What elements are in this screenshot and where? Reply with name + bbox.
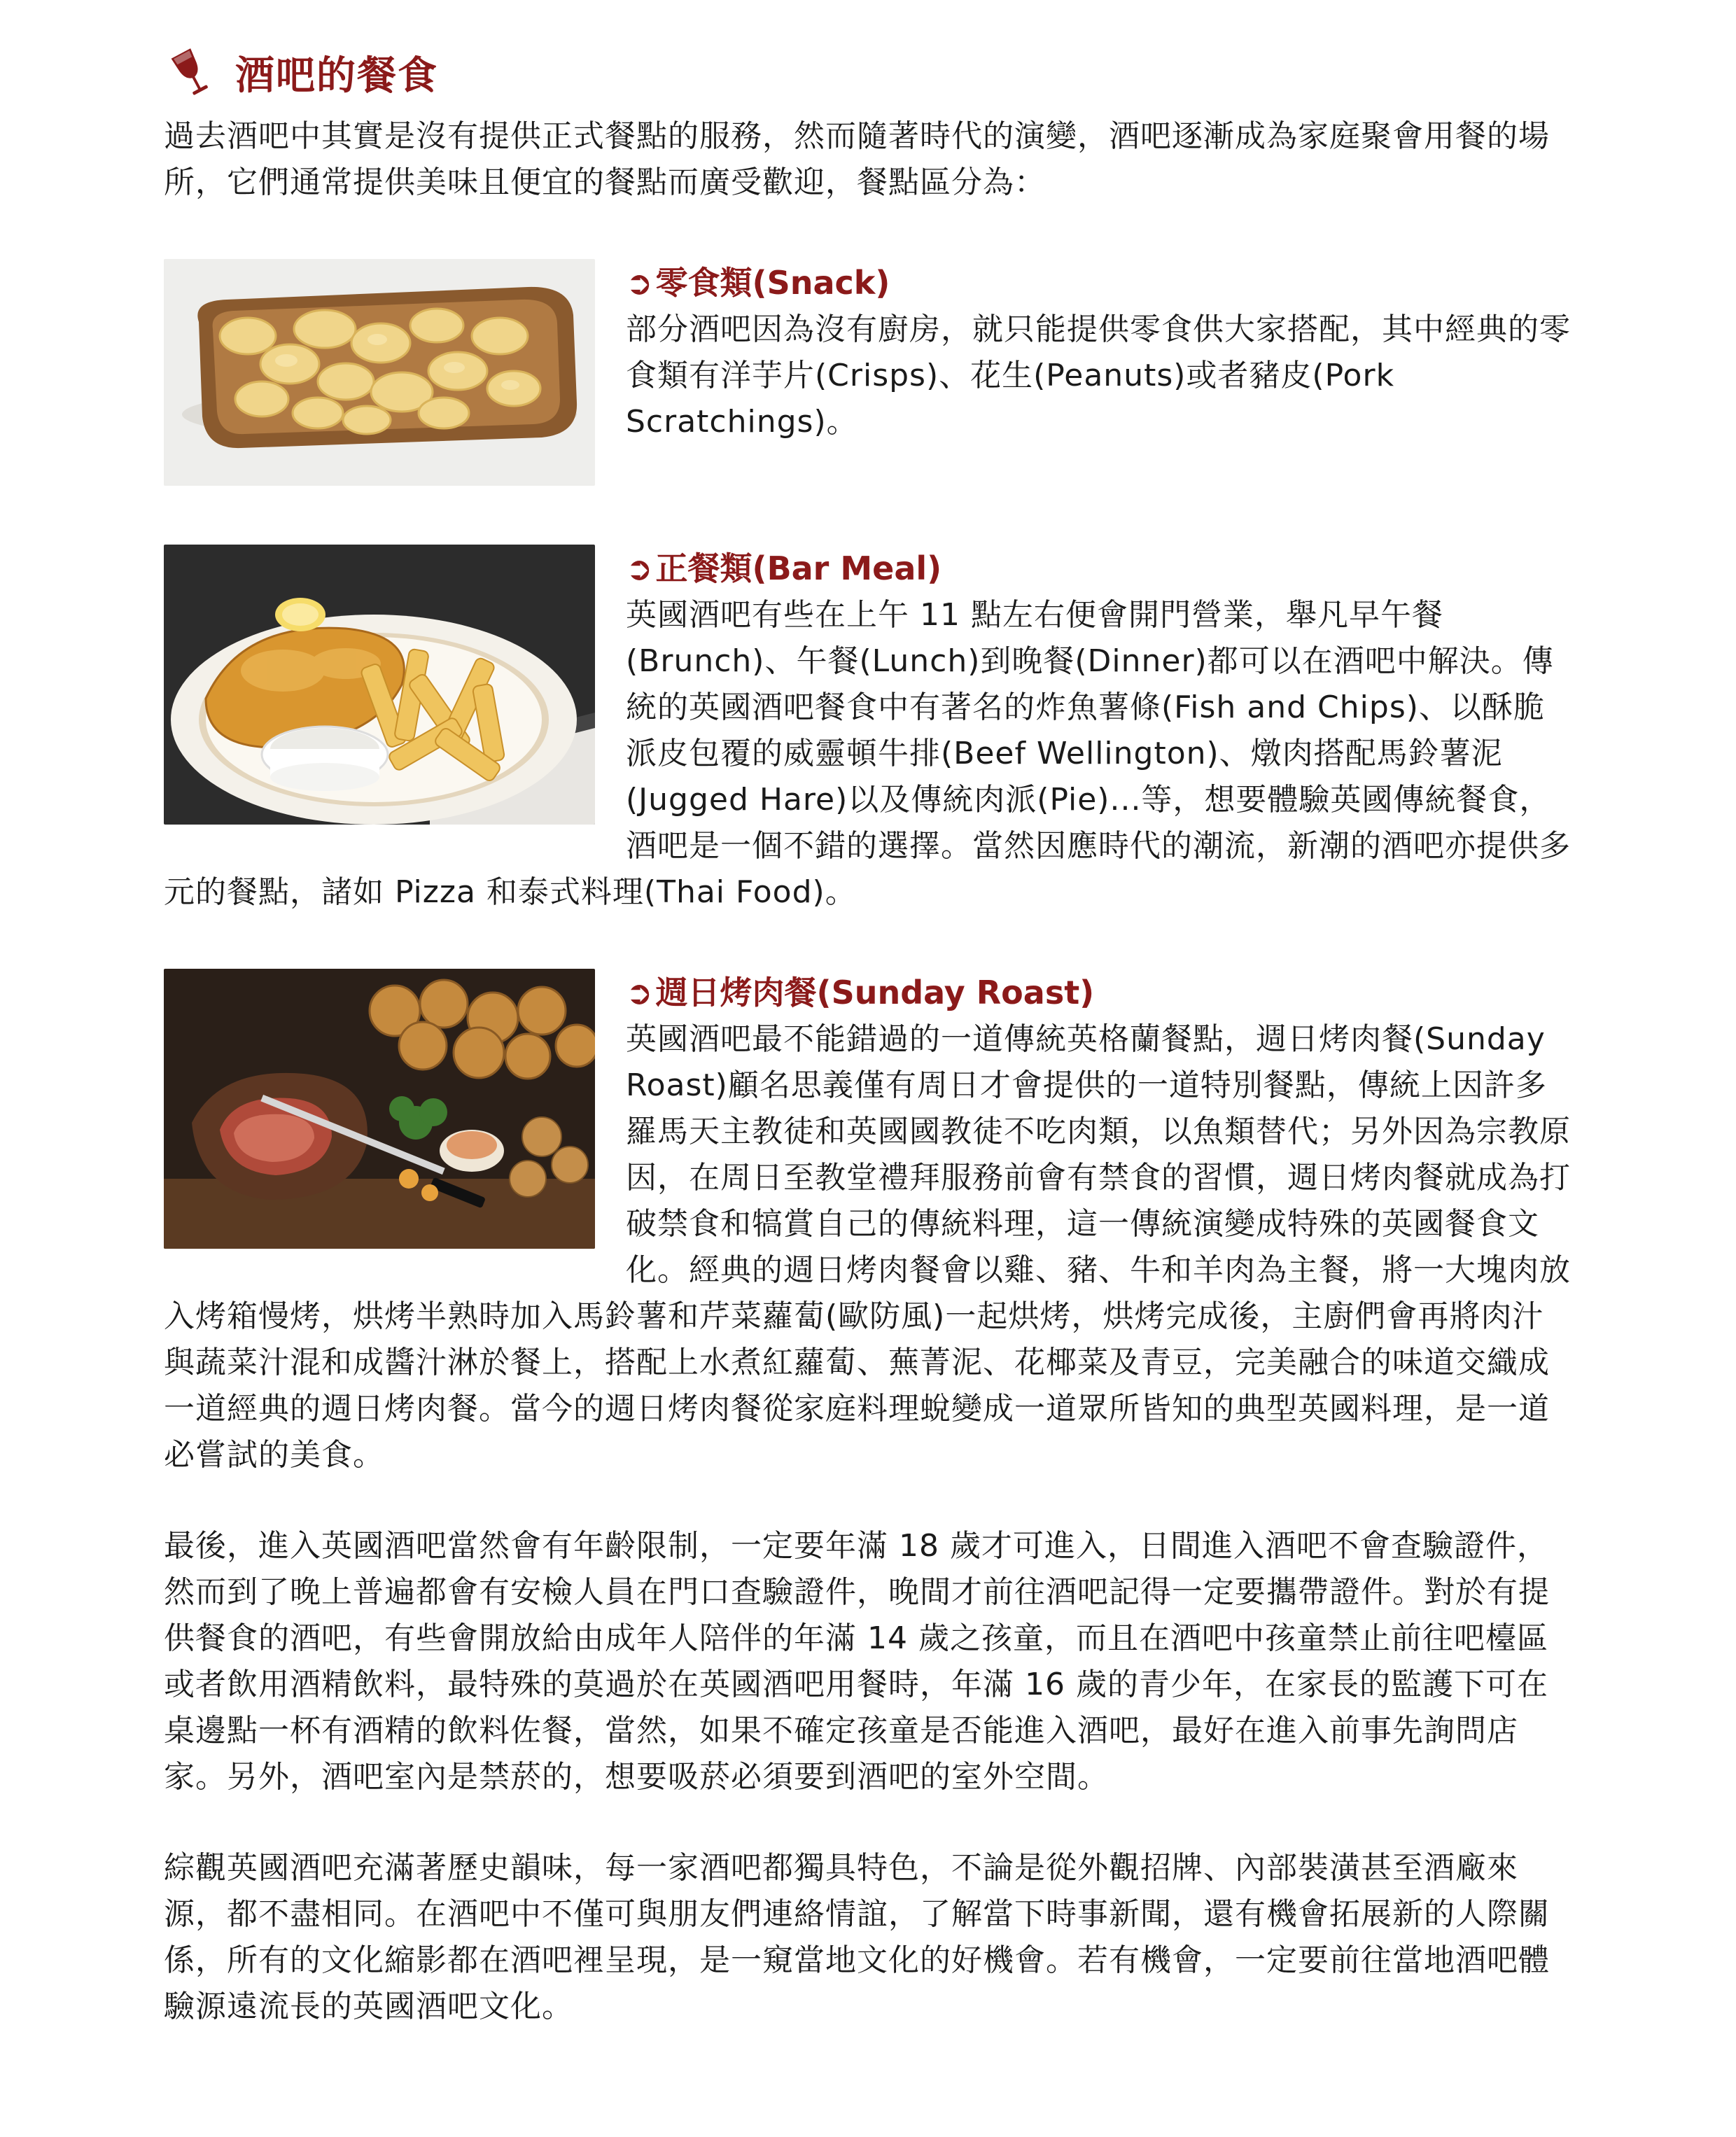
article [164,42,1572,2030]
right-arrow-icon: ➲ [626,264,653,302]
section-snack [164,259,1572,491]
right-arrow-icon: ➲ [626,549,653,587]
fish-and-chips-photo [164,545,595,825]
page-title: 酒吧的餐食 [235,53,438,99]
section-body-sunday-roast: 英國酒吧最不能錯過的一道傳統英格蘭餐點，週日烤肉餐(Sunday Roast)顧名思義僅有周日才會提供的一道特別餐點，傳統上因許多羅馬天主教徒和英國國教徒不吃肉類，以魚類替代；另外因為宗教原因，在周日至教堂禮拜服務前會有禁食的習慣，週日烤肉餐就成為打破禁食和犒賞自己的傳統料理，這一傳統演變成特殊的英國餐食文化。經典的週日烤肉餐會以雞、豬、牛和羊肉為主餐，將一大塊肉放入烤箱慢烤，烘烤半熟時加入馬鈴薯和芹菜蘿蔔(歐防風)一起烘烤，烘烤完成後，主廚們會再將肉汁與蔬菜汁混和成醬汁淋於餐上，搭配上水煮紅蘿蔔、蕪菁泥、花椰菜及青豆，完美融合的味道交織成一道經典的週日烤肉餐。當今的週日烤肉餐從家庭料理蛻變成一道眾所皆知的典型英國料理，是一道必嘗試的美食。 [164,1021,1571,1473]
intro-paragraph: 過去酒吧中其實是沒有提供正式餐點的服務，然而隨著時代的演變，酒吧逐漸成為家庭聚會用餐的場所，它們通常提供美味且便宜的餐點而廣受歡迎，餐點區分為： [164,118,1550,200]
section-bar-meal [164,545,1572,916]
sunday-roast-photo [164,969,595,1249]
section-heading-label: 週日烤肉餐(Sunday Roast) [655,974,1095,1011]
page-header [164,42,1572,104]
right-arrow-icon: ➲ [626,974,653,1011]
wine-glass-icon [164,45,218,100]
section-heading-label: 正餐類(Bar Meal) [655,549,942,587]
section-body-bar-meal: 英國酒吧有些在上午 11 點左右便會開門營業，舉凡早午餐(Brunch)、午餐(Lunch)到晚餐(Dinner)都可以在酒吧中解決。傳統的英國酒吧餐食中有著名的炸魚薯條(Fish and Chips)、以酥脆派皮包覆的威靈頓牛排(Beef Wellington)、燉肉搭配馬鈴薯泥(Jugged Hare)以及傳統肉派(Pie)...等，想要體驗英國傳統餐食，酒吧是一個不錯的選擇。當然因應時代的潮流，新潮的酒吧亦提供多元的餐點，諸如 Pizza 和泰式料理(Thai Food)。 [164,597,1571,910]
section-sunday-roast [164,969,1572,1478]
closing-paragraph-summary: 綜觀英國酒吧充滿著歷史韻味，每一家酒吧都獨具特色，不論是從外觀招牌、內部裝潢甚至酒廠來源，都不盡相同。在酒吧中不僅可與朋友們連絡情誼，了解當下時事新聞，還有機會拓展新的人際關係，所有的文化縮影都在酒吧裡呈現，是一窺當地文化的好機會。若有機會，一定要前往當地酒吧體驗源遠流長的英國酒吧文化。 [164,1850,1550,2024]
section-heading-label: 零食類(Snack) [655,264,890,302]
closing-paragraph-age-limits: 最後，進入英國酒吧當然會有年齡限制，一定要年滿 18 歲才可進入，日間進入酒吧不會查驗證件，然而到了晚上普遍都會有安檢人員在門口查驗證件，晚間才前往酒吧記得一定要攜帶證件。對於有提供餐食的酒吧，有些會開放給由成年人陪伴的年滿 14 歲之孩童，而且在酒吧中孩童禁止前往吧檯區或者飲用酒精飲料，最特殊的莫過於在英國酒吧用餐時，年滿 16 歲的青少年，在家長的監護下可在桌邊點一杯有酒精的飲料佐餐，當然，如果不確定孩童是否能進入酒吧，最好在進入前事先詢問店家。另外，酒吧室內是禁菸的，想要吸菸必須要到酒吧的室外空間。 [164,1528,1550,1795]
section-body-snack: 部分酒吧因為沒有廚房，就只能提供零食供大家搭配，其中經典的零食類有洋芋片(Crisps)、花生(Peanuts)或者豬皮(Pork Scratchings)。 [626,311,1571,440]
snack-photo [164,259,595,486]
